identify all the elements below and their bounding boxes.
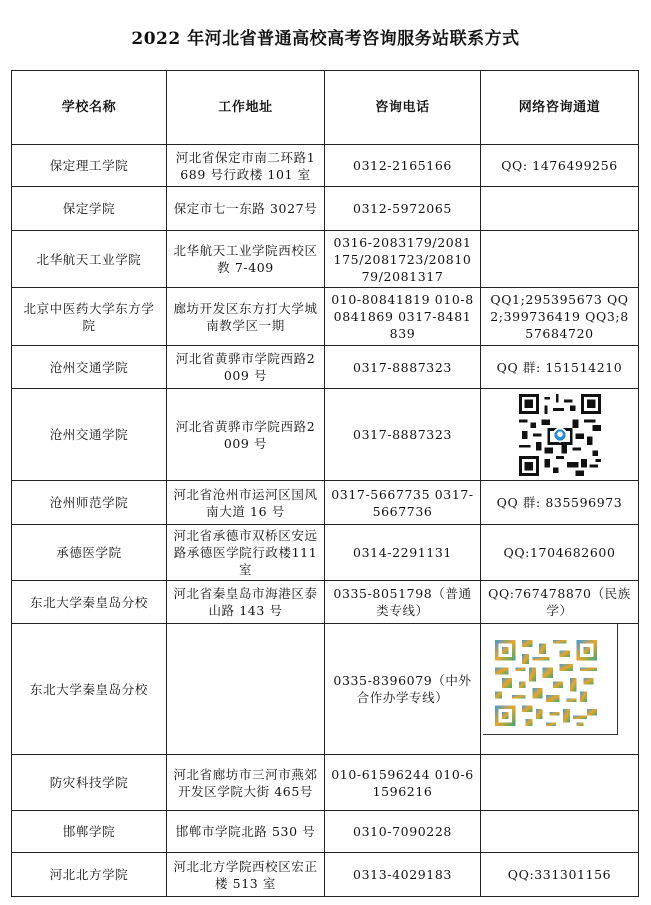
phone-cell: 0312-5972065 bbox=[325, 187, 481, 231]
online-cell bbox=[481, 624, 639, 755]
school-cell: 东北大学秦皇岛分校 bbox=[12, 624, 167, 755]
online-cell bbox=[481, 187, 639, 231]
phone-cell: 0316-2083179/2081175/2081723/2081079/2081317 bbox=[325, 231, 481, 288]
address-cell: 河北省黄骅市学院西路2009 号 bbox=[167, 346, 325, 389]
qr-code-frame bbox=[483, 624, 618, 735]
table-row bbox=[12, 624, 639, 755]
qr-code-container bbox=[487, 394, 632, 476]
phone-cell: 0335-8396079（中外合作办学专线） bbox=[325, 624, 481, 755]
address-cell: 河北北方学院西校区宏正楼 513 室 bbox=[167, 853, 325, 897]
school-cell: 沧州师范学院 bbox=[12, 481, 167, 525]
school-cell: 北京中医药大学东方学院 bbox=[12, 288, 167, 346]
contact-table bbox=[11, 70, 639, 897]
school-cell: 河北北方学院 bbox=[12, 853, 167, 897]
table-header-row bbox=[12, 71, 639, 145]
table-row bbox=[12, 481, 639, 525]
table-row bbox=[12, 811, 639, 853]
qr-code-image bbox=[495, 640, 597, 726]
school-cell: 保定理工学院 bbox=[12, 145, 167, 187]
address-cell: 河北省秦皇岛市海港区泰山路 143 号 bbox=[167, 581, 325, 624]
table-row bbox=[12, 755, 639, 811]
phone-cell: 010-61596244 010-61596216 bbox=[325, 755, 481, 811]
online-cell bbox=[481, 231, 639, 288]
address-cell: 邯郸市学院北路 530 号 bbox=[167, 811, 325, 853]
school-cell: 北华航天工业学院 bbox=[12, 231, 167, 288]
online-cell: QQ 群: 151514210 bbox=[481, 346, 639, 389]
table-row bbox=[12, 187, 639, 231]
header-address: 工作地址 bbox=[167, 71, 325, 145]
school-cell: 东北大学秦皇岛分校 bbox=[12, 581, 167, 624]
table-row bbox=[12, 346, 639, 389]
header-online: 网络咨询通道 bbox=[481, 71, 639, 145]
address-cell: 保定市七一东路 3027号 bbox=[167, 187, 325, 231]
qr-code-image bbox=[514, 394, 606, 476]
phone-cell: 0317-8887323 bbox=[325, 346, 481, 389]
address-cell: 河北省沧州市运河区国风南大道 16 号 bbox=[167, 481, 325, 525]
header-phone: 咨询电话 bbox=[325, 71, 481, 145]
online-cell: QQ 群: 835596973 bbox=[481, 481, 639, 525]
online-cell: QQ1;295395673 QQ2;399736419 QQ3;857684720 bbox=[481, 288, 639, 346]
address-cell: 河北省保定市南二环路1689 号行政楼 101 室 bbox=[167, 145, 325, 187]
address-cell: 北华航天工业学院西校区教 7-409 bbox=[167, 231, 325, 288]
school-cell: 邯郸学院 bbox=[12, 811, 167, 853]
phone-cell: 0335-8051798（普通类专线） bbox=[325, 581, 481, 624]
table-row bbox=[12, 389, 639, 481]
online-cell bbox=[481, 389, 639, 481]
school-cell: 承德医学院 bbox=[12, 525, 167, 581]
school-cell: 沧州交通学院 bbox=[12, 389, 167, 481]
table-row bbox=[12, 231, 639, 288]
address-cell: 河北省黄骅市学院西路2009 号 bbox=[167, 389, 325, 481]
phone-cell: 010-80841819 010-80841869 0317-8481839 bbox=[325, 288, 481, 346]
phone-cell: 0313-4029183 bbox=[325, 853, 481, 897]
table-row bbox=[12, 581, 639, 624]
online-cell: QQ:767478870（民族学） bbox=[481, 581, 639, 624]
phone-cell: 0317-5667735 0317-5667736 bbox=[325, 481, 481, 525]
address-cell: 廊坊开发区东方打大学城南教学区一期 bbox=[167, 288, 325, 346]
phone-cell: 0312-2165166 bbox=[325, 145, 481, 187]
address-cell: 河北省廊坊市三河市燕郊开发区学院大街 465号 bbox=[167, 755, 325, 811]
address-cell: 河北省承德市双桥区安远路承德医学院行政楼111 室 bbox=[167, 525, 325, 581]
school-cell: 沧州交通学院 bbox=[12, 346, 167, 389]
phone-cell: 0317-8887323 bbox=[325, 389, 481, 481]
table-row bbox=[12, 288, 639, 346]
online-cell bbox=[481, 755, 639, 811]
table-row bbox=[12, 853, 639, 897]
page-title: 2022 年河北省普通高校高考咨询服务站联系方式 bbox=[131, 29, 520, 49]
header-school: 学校名称 bbox=[12, 71, 167, 145]
school-cell: 防灾科技学院 bbox=[12, 755, 167, 811]
table-row bbox=[12, 525, 639, 581]
table-row bbox=[12, 145, 639, 187]
online-cell: QQ:1704682600 bbox=[481, 525, 639, 581]
school-cell: 保定学院 bbox=[12, 187, 167, 231]
phone-cell: 0314-2291131 bbox=[325, 525, 481, 581]
online-cell: QQ:331301156 bbox=[481, 853, 639, 897]
phone-cell: 0310-7090228 bbox=[325, 811, 481, 853]
online-cell: QQ: 1476499256 bbox=[481, 145, 639, 187]
address-cell bbox=[167, 624, 325, 755]
online-cell bbox=[481, 811, 639, 853]
